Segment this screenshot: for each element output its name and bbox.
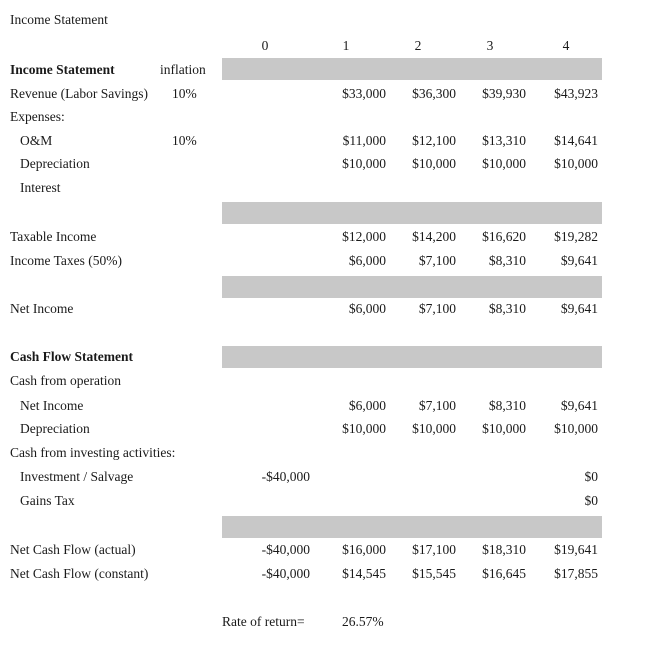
taxable-income-value: $14,200 [412, 229, 456, 244]
cf-net-income-label: Net Income [20, 398, 84, 413]
ncf-constant-label: Net Cash Flow (constant) [10, 566, 149, 581]
income-taxes-value: $7,100 [418, 253, 456, 268]
interest-label: Interest [20, 180, 61, 195]
separator-band [222, 276, 602, 298]
net-income-value: $8,310 [488, 301, 526, 316]
ncf-constant-value: -$40,000 [261, 566, 310, 581]
separator-band [222, 58, 602, 80]
rate-of-return-value: 26.57% [342, 614, 384, 629]
period-header: 2 [414, 38, 422, 53]
revenue-value: $43,923 [554, 86, 598, 101]
om-value: $14,641 [554, 133, 598, 148]
cash-from-investing-label: Cash from investing activities: [10, 445, 176, 460]
page-title: Income Statement [10, 12, 108, 27]
net-income-value: $6,000 [348, 301, 386, 316]
expenses-label: Expenses: [10, 109, 65, 124]
net-income-label: Net Income [10, 301, 74, 316]
depreciation-value: $10,000 [342, 156, 386, 171]
cf-depreciation-value: $10,000 [554, 421, 598, 436]
ncf-constant-value: $17,855 [554, 566, 598, 581]
separator-band [222, 202, 602, 224]
income-taxes-value: $8,310 [488, 253, 526, 268]
ncf-actual-value: $19,641 [554, 542, 598, 557]
ncf-constant-value: $14,545 [342, 566, 386, 581]
period-header: 4 [562, 38, 570, 53]
ncf-actual-value: $17,100 [412, 542, 456, 557]
period-header: 3 [486, 38, 494, 53]
ncf-constant-value: $15,545 [412, 566, 456, 581]
cf-depreciation-value: $10,000 [482, 421, 526, 436]
cf-depreciation-value: $10,000 [412, 421, 456, 436]
cf-depreciation-value: $10,000 [342, 421, 386, 436]
depreciation-value: $10,000 [554, 156, 598, 171]
gains-tax-label: Gains Tax [20, 493, 75, 508]
ncf-actual-value: $18,310 [482, 542, 526, 557]
ncf-actual-value: -$40,000 [261, 542, 310, 557]
investment-salvage-label: Investment / Salvage [20, 469, 134, 484]
om-value: $12,100 [412, 133, 456, 148]
cf-net-income-value: $9,641 [560, 398, 598, 413]
ncf-constant-value: $16,645 [482, 566, 526, 581]
inflation-heading: inflation [160, 62, 206, 77]
om-inflation: 10% [172, 133, 197, 148]
taxable-income-value: $19,282 [554, 229, 598, 244]
rate-of-return-label: Rate of return= [222, 614, 305, 629]
period-header: 0 [261, 38, 269, 53]
investment-salvage-value: $0 [584, 469, 598, 484]
depreciation-label: Depreciation [20, 156, 90, 171]
revenue-value: $33,000 [342, 86, 386, 101]
gains-tax-value: $0 [584, 493, 598, 508]
depreciation-value: $10,000 [482, 156, 526, 171]
cf-net-income-value: $6,000 [348, 398, 386, 413]
cf-net-income-value: $8,310 [488, 398, 526, 413]
cf-depreciation-label: Depreciation [20, 421, 90, 436]
income-taxes-value: $9,641 [560, 253, 598, 268]
taxable-income-label: Taxable Income [10, 229, 97, 244]
cash-flow-heading: Cash Flow Statement [10, 349, 133, 364]
taxable-income-value: $16,620 [482, 229, 526, 244]
om-label: O&M [20, 133, 53, 148]
period-header: 1 [342, 38, 350, 53]
cf-net-income-value: $7,100 [418, 398, 456, 413]
net-income-value: $9,641 [560, 301, 598, 316]
revenue-label: Revenue (Labor Savings) [10, 86, 148, 101]
ncf-actual-label: Net Cash Flow (actual) [10, 542, 136, 557]
cash-from-operation-label: Cash from operation [10, 373, 121, 388]
depreciation-value: $10,000 [412, 156, 456, 171]
om-value: $11,000 [342, 133, 386, 148]
income-taxes-label: Income Taxes (50%) [10, 253, 123, 268]
separator-band [222, 346, 602, 368]
income-statement-heading: Income Statement [10, 62, 115, 77]
ncf-actual-value: $16,000 [342, 542, 386, 557]
revenue-inflation: 10% [172, 86, 197, 101]
om-value: $13,310 [482, 133, 526, 148]
investment-salvage-value: -$40,000 [261, 469, 310, 484]
net-income-value: $7,100 [418, 301, 456, 316]
revenue-value: $39,930 [482, 86, 526, 101]
revenue-value: $36,300 [412, 86, 456, 101]
separator-band [222, 516, 602, 538]
income-taxes-value: $6,000 [348, 253, 386, 268]
taxable-income-value: $12,000 [342, 229, 386, 244]
